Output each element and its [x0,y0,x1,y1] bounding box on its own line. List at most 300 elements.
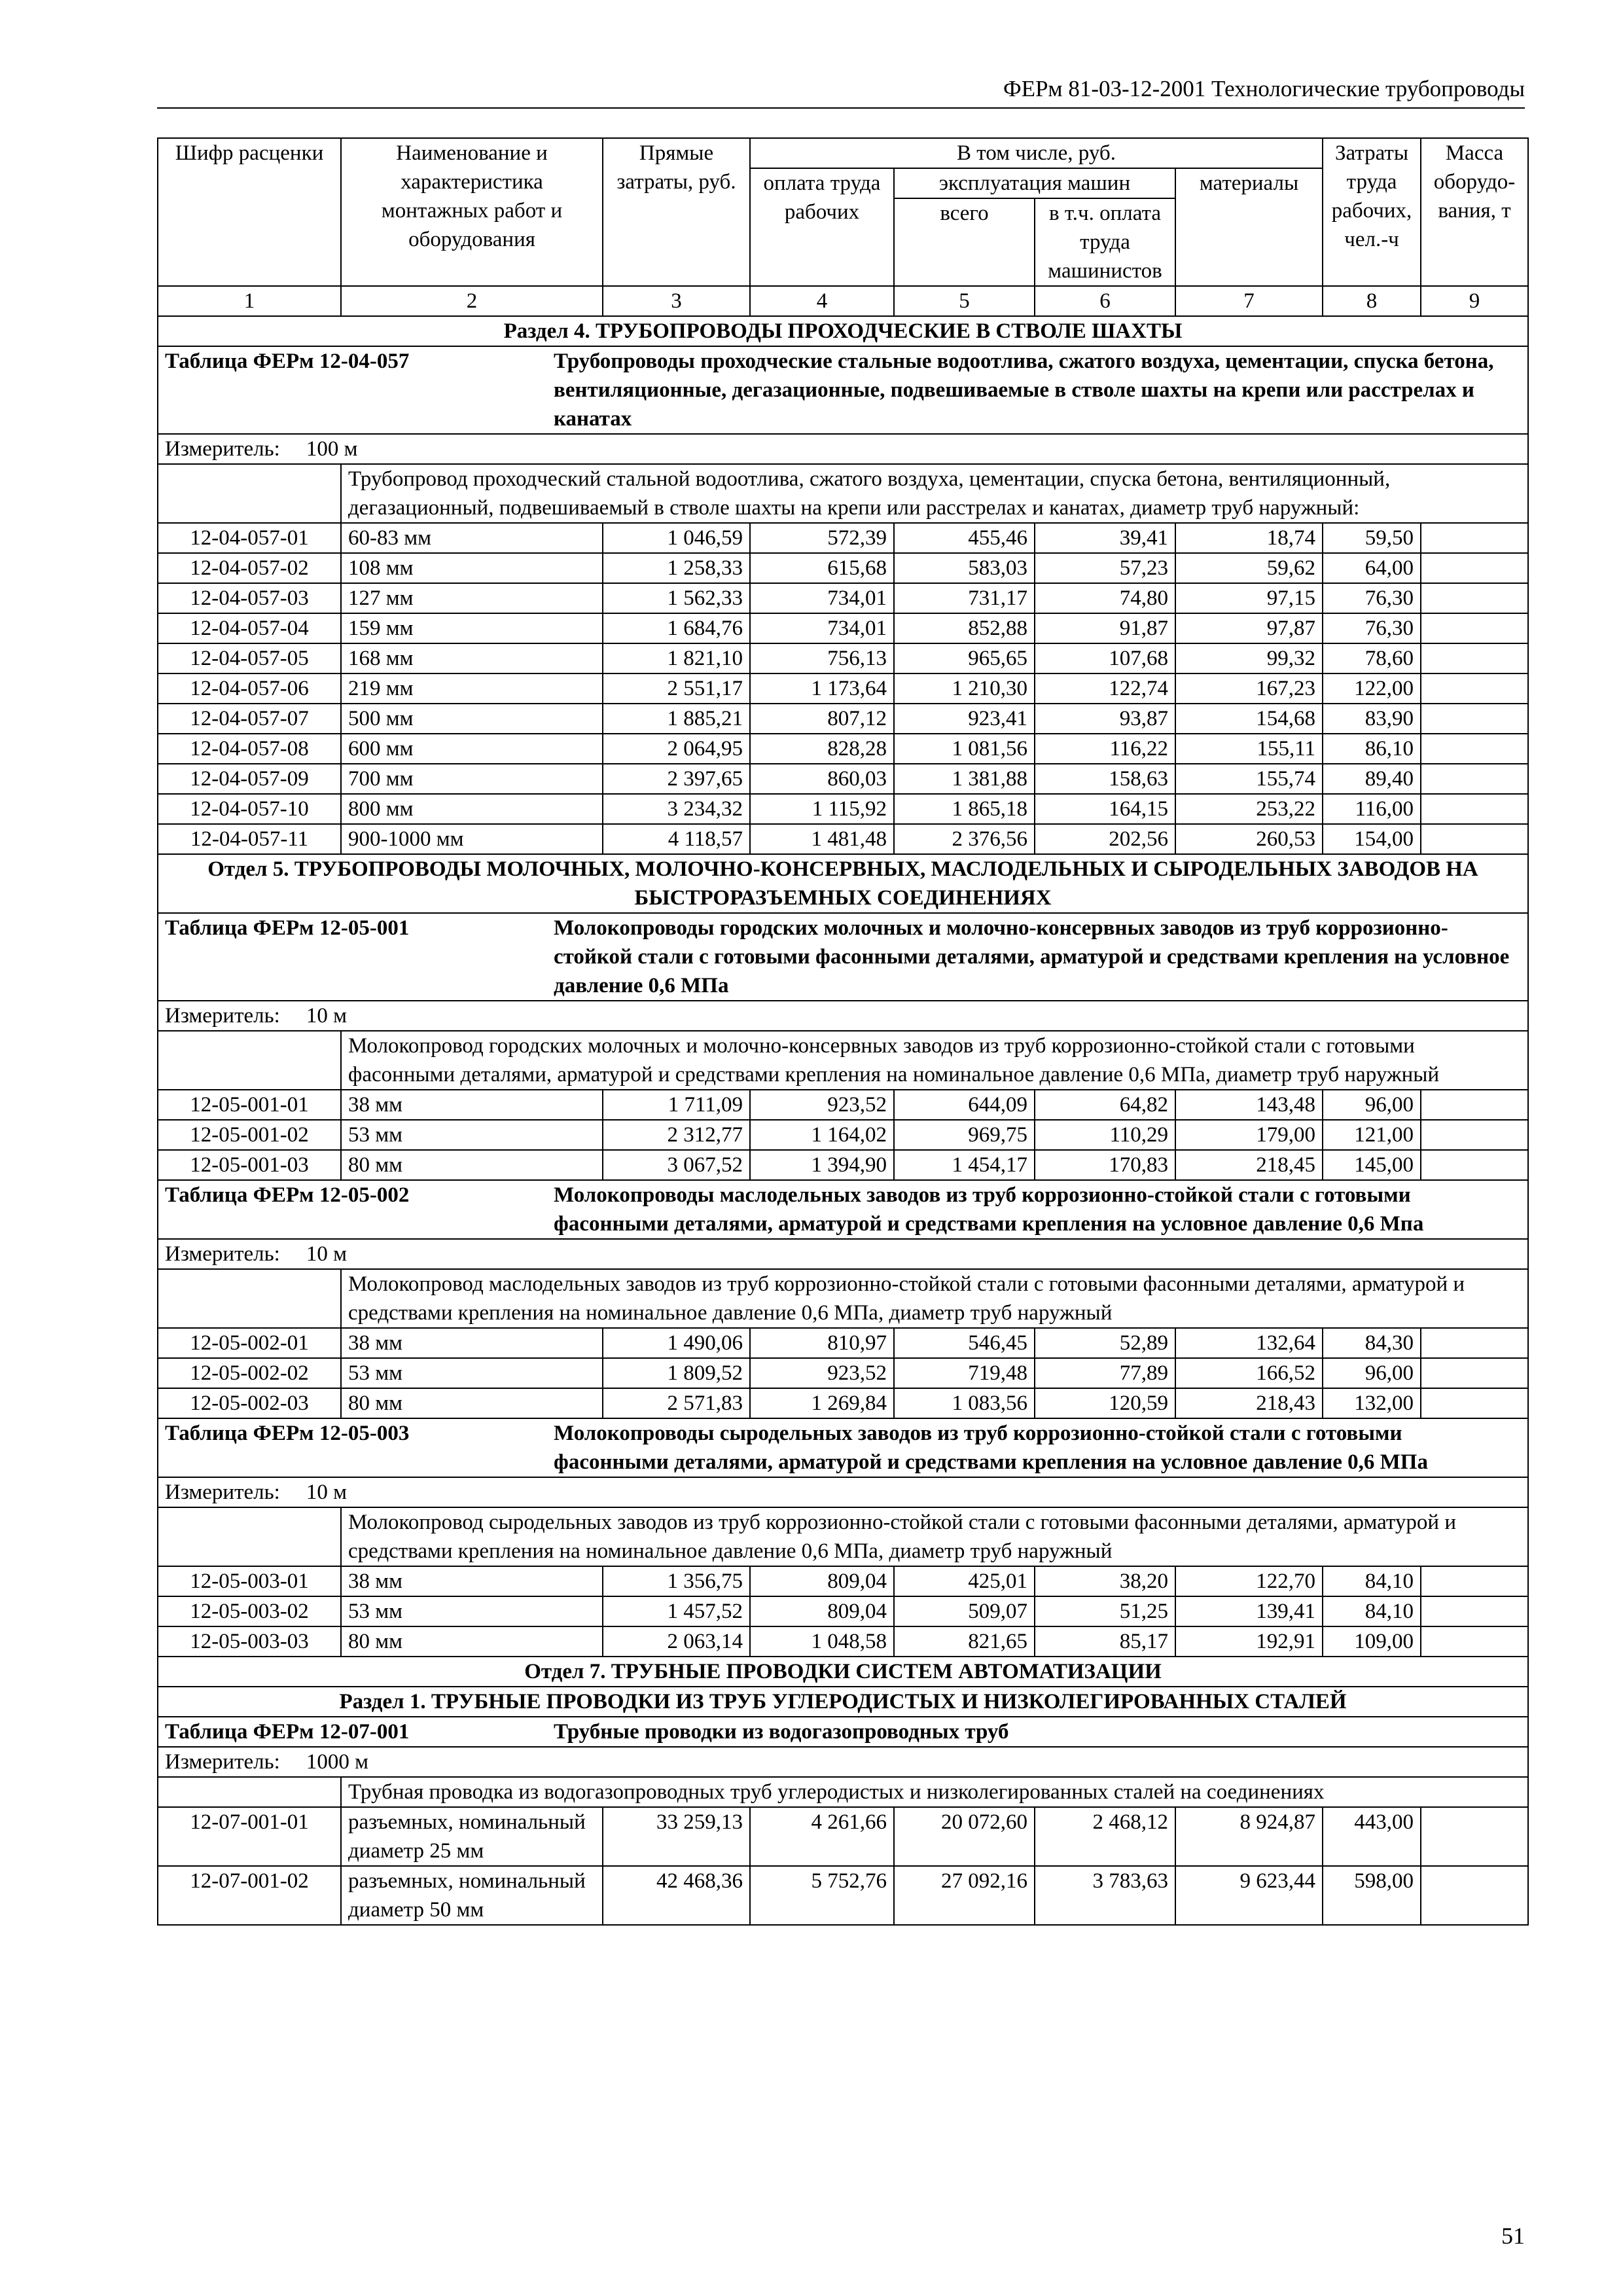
description-row [158,464,1528,523]
column-number: 9 [1421,286,1528,316]
labor-hours-cell: 443,00 [1323,1807,1421,1866]
table-title-cell [158,346,1528,434]
machinist-pay-cell: 2 468,12 [1035,1807,1175,1866]
measure-cell [158,1001,1528,1031]
code-cell: 12-04-057-06 [158,673,341,704]
labor-hours-cell: 84,10 [1323,1596,1421,1626]
machinist-pay-cell: 116,22 [1035,734,1175,764]
code-cell: 12-05-002-03 [158,1388,341,1418]
code-cell: 12-04-057-04 [158,613,341,643]
code-cell: 12-05-001-03 [158,1150,341,1180]
table-row [158,1807,1528,1866]
direct-cost-cell: 1 457,52 [603,1596,750,1626]
machinist-pay-cell: 51,25 [1035,1596,1175,1626]
section-row [158,316,1528,346]
mass-cell [1421,1626,1528,1657]
labor-hours-cell: 76,30 [1323,613,1421,643]
measure-value: 1000 м [306,1750,368,1774]
mass-cell [1421,1358,1528,1388]
materials-cell: 143,48 [1175,1090,1323,1120]
machines-total-cell: 546,45 [894,1328,1035,1358]
description-row [158,1507,1528,1566]
code-cell: 12-04-057-09 [158,764,341,794]
measure-value: 10 м [306,1004,347,1028]
name-cell: 127 мм [341,583,603,613]
mass-cell [1421,1328,1528,1358]
labor-pay-cell: 572,39 [750,523,894,553]
materials-cell: 166,52 [1175,1358,1323,1388]
machines-total-cell: 923,41 [894,704,1035,734]
description-row [158,1777,1528,1807]
machines-total-cell: 20 072,60 [894,1807,1035,1866]
code-cell: 12-04-057-10 [158,794,341,824]
direct-cost-cell: 2 571,83 [603,1388,750,1418]
section-title: Отдел 7. ТРУБНЫЕ ПРОВОДКИ СИСТЕМ АВТОМАТИЗАЦИИ [158,1657,1528,1687]
name-cell: 38 мм [341,1328,603,1358]
machines-total-cell: 821,65 [894,1626,1035,1657]
machinist-pay-cell: 64,82 [1035,1090,1175,1120]
machines-total-cell: 2 376,56 [894,824,1035,854]
machinist-pay-cell: 122,74 [1035,673,1175,704]
col-machines-total-header: всего [894,198,1035,286]
mass-cell [1421,1566,1528,1596]
materials-cell: 218,45 [1175,1150,1323,1180]
machinist-pay-cell: 52,89 [1035,1328,1175,1358]
code-cell: 12-04-057-03 [158,583,341,613]
machines-total-cell: 644,09 [894,1090,1035,1120]
section-title: Отдел 5. ТРУБОПРОВОДЫ МОЛОЧНЫХ, МОЛОЧНО-КОНСЕРВНЫХ, МАСЛОДЕЛЬНЫХ И СЫРОДЕЛЬНЫХ ЗАВОДОВ НА БЫСТРОРАЗЪЕМНЫХ СОЕДИНЕНИЯХ [158,854,1528,913]
table-row [158,1090,1528,1120]
materials-cell: 253,22 [1175,794,1323,824]
measure-label: Измеритель: [165,1750,280,1774]
materials-cell: 260,53 [1175,824,1323,854]
machinist-pay-cell: 110,29 [1035,1120,1175,1150]
materials-cell: 192,91 [1175,1626,1323,1657]
machinist-pay-cell: 3 783,63 [1035,1866,1175,1925]
machines-total-cell: 852,88 [894,613,1035,643]
machinist-pay-cell: 57,23 [1035,553,1175,583]
labor-pay-cell: 1 115,92 [750,794,894,824]
blank-cell [158,1031,341,1090]
labor-pay-cell: 860,03 [750,764,894,794]
labor-pay-cell: 4 261,66 [750,1807,894,1866]
direct-cost-cell: 1 885,21 [603,704,750,734]
direct-cost-cell: 2 312,77 [603,1120,750,1150]
table-row [158,764,1528,794]
direct-cost-cell: 42 468,36 [603,1866,750,1925]
section-row [158,854,1528,913]
name-cell: 700 мм [341,764,603,794]
measure-row [158,434,1528,464]
code-cell: 12-04-057-11 [158,824,341,854]
mass-cell [1421,1120,1528,1150]
measure-label: Измеритель: [165,1480,280,1504]
name-cell: 900-1000 мм [341,824,603,854]
measure-value: 10 м [306,1480,347,1504]
code-cell: 12-05-002-01 [158,1328,341,1358]
measure-value: 10 м [306,1242,347,1266]
materials-cell: 179,00 [1175,1120,1323,1150]
table-title-cell [158,1180,1528,1239]
machines-total-cell: 27 092,16 [894,1866,1035,1925]
direct-cost-cell: 2 063,14 [603,1626,750,1657]
description-row [158,1269,1528,1328]
code-cell: 12-05-003-02 [158,1596,341,1626]
machines-total-cell: 969,75 [894,1120,1035,1150]
labor-hours-cell: 64,00 [1323,553,1421,583]
machines-total-cell: 1 210,30 [894,673,1035,704]
machinist-pay-cell: 164,15 [1035,794,1175,824]
col-materials-header: материалы [1175,168,1323,286]
labor-hours-cell: 122,00 [1323,673,1421,704]
labor-hours-cell: 86,10 [1323,734,1421,764]
direct-cost-cell: 33 259,13 [603,1807,750,1866]
table-title: Молокопроводы сыродельных заводов из труб коррозионно-стойкой стали с готовыми фасонными деталями, арматурой и средствами крепления на условное давление 0,6 МПа [554,1422,1428,1474]
table-title-row [158,346,1528,434]
labor-pay-cell: 923,52 [750,1090,894,1120]
table-label: Таблица ФЕРм 12-05-001 [165,916,410,940]
name-cell: 108 мм [341,553,603,583]
machinist-pay-cell: 158,63 [1035,764,1175,794]
name-cell: 80 мм [341,1150,603,1180]
price-table [157,137,1529,1926]
labor-hours-cell: 84,10 [1323,1566,1421,1596]
section-title: Раздел 4. ТРУБОПРОВОДЫ ПРОХОДЧЕСКИЕ В СТВОЛЕ ШАХТЫ [158,316,1528,346]
machinist-pay-cell: 91,87 [1035,613,1175,643]
table-row [158,613,1528,643]
mass-cell [1421,613,1528,643]
labor-pay-cell: 734,01 [750,583,894,613]
machinist-pay-cell: 120,59 [1035,1388,1175,1418]
column-number: 5 [894,286,1035,316]
table-title-cell [158,1418,1528,1477]
section-row [158,1657,1528,1687]
labor-hours-cell: 78,60 [1323,643,1421,673]
blank-cell [158,1777,341,1807]
table-title-row [158,1180,1528,1239]
blank-cell [158,464,341,523]
labor-hours-cell: 96,00 [1323,1358,1421,1388]
labor-pay-cell: 1 394,90 [750,1150,894,1180]
col-including-header: В том числе, руб. [750,138,1323,168]
direct-cost-cell: 1 821,10 [603,643,750,673]
measure-cell [158,1239,1528,1269]
machinist-pay-cell: 93,87 [1035,704,1175,734]
mass-cell [1421,1807,1528,1866]
name-cell: 53 мм [341,1596,603,1626]
table-label: Таблица ФЕРм 12-04-057 [165,350,410,373]
materials-cell: 9 623,44 [1175,1866,1323,1925]
table-row [158,1866,1528,1925]
mass-cell [1421,643,1528,673]
labor-hours-cell: 83,90 [1323,704,1421,734]
description-row [158,1031,1528,1090]
section-row [158,1687,1528,1717]
col-machinist-pay-header: в т.ч. оплата труда машинистов [1035,198,1175,286]
machines-total-cell: 1 081,56 [894,734,1035,764]
column-number: 3 [603,286,750,316]
name-cell: 168 мм [341,643,603,673]
labor-pay-cell: 5 752,76 [750,1866,894,1925]
labor-pay-cell: 1 048,58 [750,1626,894,1657]
materials-cell: 167,23 [1175,673,1323,704]
col-mass-header: Масса оборудо-вания, т [1421,138,1528,286]
table-label: Таблица ФЕРм 12-07-001 [165,1720,410,1744]
section-title: Раздел 1. ТРУБНЫЕ ПРОВОДКИ ИЗ ТРУБ УГЛЕРОДИСТЫХ И НИЗКОЛЕГИРОВАННЫХ СТАЛЕЙ [158,1687,1528,1717]
direct-cost-cell: 1 711,09 [603,1090,750,1120]
labor-hours-cell: 598,00 [1323,1866,1421,1925]
materials-cell: 132,64 [1175,1328,1323,1358]
labor-pay-cell: 1 481,48 [750,824,894,854]
table-row [158,673,1528,704]
table-row [158,1150,1528,1180]
direct-cost-cell: 1 490,06 [603,1328,750,1358]
mass-cell [1421,824,1528,854]
name-cell: 500 мм [341,704,603,734]
machines-total-cell: 1 381,88 [894,764,1035,794]
measure-row [158,1477,1528,1507]
name-cell: 38 мм [341,1090,603,1120]
machinist-pay-cell: 85,17 [1035,1626,1175,1657]
col-machines-header: эксплуатация машин [894,168,1175,198]
blank-cell [158,1507,341,1566]
direct-cost-cell: 1 046,59 [603,523,750,553]
materials-cell: 122,70 [1175,1566,1323,1596]
column-number: 7 [1175,286,1323,316]
measure-label: Измеритель: [165,1242,280,1266]
measure-label: Измеритель: [165,1004,280,1028]
code-cell: 12-04-057-02 [158,553,341,583]
measure-row [158,1001,1528,1031]
column-number: 8 [1323,286,1421,316]
code-cell: 12-04-057-08 [158,734,341,764]
table-label: Таблица ФЕРм 12-05-003 [165,1422,410,1445]
name-cell: 80 мм [341,1626,603,1657]
mass-cell [1421,764,1528,794]
measure-cell [158,1747,1528,1777]
materials-cell: 59,62 [1175,553,1323,583]
description-cell: Молокопровод маслодельных заводов из труб коррозионно-стойкой стали с готовыми фасонными деталями, арматурой и средствами крепления на номинальное давление 0,6 МПа, диаметр труб наружный [341,1269,1528,1328]
code-cell: 12-05-003-03 [158,1626,341,1657]
measure-row [158,1239,1528,1269]
name-cell: 53 мм [341,1358,603,1388]
table-row [158,1328,1528,1358]
column-number: 6 [1035,286,1175,316]
blank-cell [158,1269,341,1328]
mass-cell [1421,553,1528,583]
materials-cell: 218,43 [1175,1388,1323,1418]
materials-cell: 18,74 [1175,523,1323,553]
labor-hours-cell: 89,40 [1323,764,1421,794]
direct-cost-cell: 2 551,17 [603,673,750,704]
name-cell: 800 мм [341,794,603,824]
table-row [158,1120,1528,1150]
col-labor-header: Затраты труда рабочих, чел.-ч [1323,138,1421,286]
labor-hours-cell: 121,00 [1323,1120,1421,1150]
mass-cell [1421,794,1528,824]
table-label: Таблица ФЕРм 12-05-002 [165,1183,410,1207]
mass-cell [1421,1388,1528,1418]
machinist-pay-cell: 39,41 [1035,523,1175,553]
labor-hours-cell: 116,00 [1323,794,1421,824]
col-labor-pay-header: оплата труда рабочих [750,168,894,286]
mass-cell [1421,583,1528,613]
table-row [158,734,1528,764]
labor-pay-cell: 809,04 [750,1596,894,1626]
labor-hours-cell: 145,00 [1323,1150,1421,1180]
machines-total-cell: 583,03 [894,553,1035,583]
table-row [158,643,1528,673]
table-title-cell [158,913,1528,1001]
labor-hours-cell: 96,00 [1323,1090,1421,1120]
mass-cell [1421,1596,1528,1626]
table-title-cell [158,1717,1528,1747]
table-row [158,794,1528,824]
col-direct-header: Прямые затраты, руб. [603,138,750,286]
table-row [158,1596,1528,1626]
labor-hours-cell: 132,00 [1323,1388,1421,1418]
labor-hours-cell: 84,30 [1323,1328,1421,1358]
materials-cell: 97,15 [1175,583,1323,613]
machinist-pay-cell: 38,20 [1035,1566,1175,1596]
labor-pay-cell: 828,28 [750,734,894,764]
name-cell: 38 мм [341,1566,603,1596]
machines-total-cell: 509,07 [894,1596,1035,1626]
measure-row [158,1747,1528,1777]
direct-cost-cell: 3 234,32 [603,794,750,824]
labor-hours-cell: 59,50 [1323,523,1421,553]
direct-cost-cell: 1 684,76 [603,613,750,643]
labor-pay-cell: 615,68 [750,553,894,583]
code-cell: 12-05-003-01 [158,1566,341,1596]
direct-cost-cell: 2 397,65 [603,764,750,794]
mass-cell [1421,1866,1528,1925]
code-cell: 12-04-057-01 [158,523,341,553]
labor-pay-cell: 734,01 [750,613,894,643]
description-cell: Трубопровод проходческий стальной водоотлива, сжатого воздуха, цементации, спуска бетона, вентиляционный, дегазационный, подвешиваемый в стволе шахты на крепи или расстрелах и канатах, диаметр труб наружный: [341,464,1528,523]
table-row [158,583,1528,613]
machines-total-cell: 455,46 [894,523,1035,553]
page-number: 51 [1501,2223,1525,2249]
labor-pay-cell: 923,52 [750,1358,894,1388]
measure-label: Измеритель: [165,437,280,461]
code-cell: 12-07-001-01 [158,1807,341,1866]
machines-total-cell: 1 865,18 [894,794,1035,824]
measure-value: 100 м [306,437,358,461]
labor-pay-cell: 809,04 [750,1566,894,1596]
name-cell: разъемных, номинальный диаметр 25 мм [341,1807,603,1866]
table-row [158,824,1528,854]
table-title: Молокопроводы маслодельных заводов из труб коррозионно-стойкой стали с готовыми фасонными деталями, арматурой и средствами крепления на условное давление 0,6 Мпа [554,1183,1424,1236]
table-title: Трубопроводы проходческие стальные водоотлива, сжатого воздуха, цементации, спуска бетона, вентиляционные, дегазационные, подвешиваемые в стволе шахты на крепи или расстрелах и канатах [554,350,1494,431]
table-title-row [158,913,1528,1001]
materials-cell: 155,11 [1175,734,1323,764]
name-cell: 53 мм [341,1120,603,1150]
code-cell: 12-05-001-02 [158,1120,341,1150]
table-title-row [158,1717,1528,1747]
mass-cell [1421,673,1528,704]
direct-cost-cell: 2 064,95 [603,734,750,764]
mass-cell [1421,1090,1528,1120]
table-row [158,523,1528,553]
direct-cost-cell: 1 562,33 [603,583,750,613]
labor-hours-cell: 154,00 [1323,824,1421,854]
table-row [158,553,1528,583]
machines-total-cell: 425,01 [894,1566,1035,1596]
direct-cost-cell: 1 356,75 [603,1566,750,1596]
table-row [158,1566,1528,1596]
machinist-pay-cell: 77,89 [1035,1358,1175,1388]
name-cell: разъемных, номинальный диаметр 50 мм [341,1866,603,1925]
table-row [158,1388,1528,1418]
table-title: Трубные проводки из водогазопроводных труб [554,1720,1009,1744]
direct-cost-cell: 1 258,33 [603,553,750,583]
code-cell: 12-05-002-02 [158,1358,341,1388]
machines-total-cell: 965,65 [894,643,1035,673]
labor-hours-cell: 109,00 [1323,1626,1421,1657]
direct-cost-cell: 3 067,52 [603,1150,750,1180]
measure-cell [158,1477,1528,1507]
column-numbers-row [158,286,1528,316]
labor-pay-cell: 1 173,64 [750,673,894,704]
table-title: Молокопроводы городских молочных и молочно-консервных заводов из труб коррозионно-стойкой стали с готовыми фасонными деталями, арматурой и средствами крепления на условное давление 0,6 МПа [554,916,1510,997]
materials-cell: 97,87 [1175,613,1323,643]
materials-cell: 155,74 [1175,764,1323,794]
column-number: 2 [341,286,603,316]
labor-pay-cell: 1 269,84 [750,1388,894,1418]
labor-hours-cell: 76,30 [1323,583,1421,613]
direct-cost-cell: 4 118,57 [603,824,750,854]
machines-total-cell: 731,17 [894,583,1035,613]
name-cell: 219 мм [341,673,603,704]
direct-cost-cell: 1 809,52 [603,1358,750,1388]
table-row [158,704,1528,734]
mass-cell [1421,704,1528,734]
materials-cell: 154,68 [1175,704,1323,734]
column-number: 1 [158,286,341,316]
materials-cell: 139,41 [1175,1596,1323,1626]
machinist-pay-cell: 202,56 [1035,824,1175,854]
mass-cell [1421,1150,1528,1180]
measure-cell [158,434,1528,464]
col-code-header: Шифр расценки [158,138,341,286]
description-cell: Молокопровод сыродельных заводов из труб коррозионно-стойкой стали с готовыми фасонными деталями, арматурой и средствами крепления на номинальное давление 0,6 МПа, диаметр труб наружный [341,1507,1528,1566]
table-title-row [158,1418,1528,1477]
header-row-1 [158,138,1528,168]
name-cell: 159 мм [341,613,603,643]
running-header: ФЕРм 81-03-12-2001 Технологические трубопроводы [157,72,1525,109]
description-cell: Молокопровод городских молочных и молочно-консервных заводов из труб коррозионно-стойкой стали с готовыми фасонными деталями, арматурой и средствами крепления на номинальное давление 0,6 МПа, диаметр труб наружный [341,1031,1528,1090]
table-row [158,1358,1528,1388]
materials-cell: 99,32 [1175,643,1323,673]
mass-cell [1421,734,1528,764]
machinist-pay-cell: 74,80 [1035,583,1175,613]
materials-cell: 8 924,87 [1175,1807,1323,1866]
name-cell: 80 мм [341,1388,603,1418]
mass-cell [1421,523,1528,553]
table-body [158,138,1528,1925]
machines-total-cell: 719,48 [894,1358,1035,1388]
code-cell: 12-05-001-01 [158,1090,341,1120]
code-cell: 12-07-001-02 [158,1866,341,1925]
code-cell: 12-04-057-05 [158,643,341,673]
name-cell: 600 мм [341,734,603,764]
labor-pay-cell: 1 164,02 [750,1120,894,1150]
machinist-pay-cell: 107,68 [1035,643,1175,673]
code-cell: 12-04-057-07 [158,704,341,734]
column-number: 4 [750,286,894,316]
machines-total-cell: 1 454,17 [894,1150,1035,1180]
